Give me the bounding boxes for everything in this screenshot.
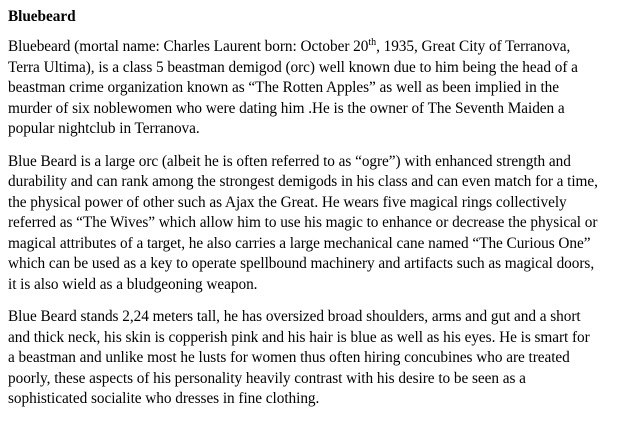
paragraph-2-line-4: referred as “The Wives” which allow him to use his magic to enhance or decrease the physical or [8,214,598,231]
paragraph-2 [8,152,632,296]
paragraph-1-line-5: popular nightclub in Terranova. [8,120,200,137]
paragraph-3-line-4: poorly, these aspects of his personality heavily contrast with his desire to be seen as a [8,369,526,387]
paragraph-2-line-2: durability and can rank among the strongest demigods in his class and can even match for a time, [8,173,598,190]
paragraph-2-line-3: the physical power of other such as Ajax the Great. He wears five magical rings collectively [8,193,567,211]
paragraph-3-line-5: sophisticated socialite who dresses in fine clothing. [8,390,320,407]
paragraph-3-line-1: Blue Beard stands 2,24 meters tall, he has oversized broad shoulders, arms and gut and a short [8,308,581,325]
paragraph-2-line-1: Blue Beard is a large orc (albeit he is often referred to as “ogre”) with enhanced strength and [8,152,571,170]
paragraph-1-line-2: Terra Ultima), is a class 5 beastman demigod (orc) well known due to him being the head of a [8,58,578,76]
paragraph-1-line-3: beastman crime organization known as “The Rotten Apples” as well as been implied in the [8,79,559,96]
paragraph-2-line-5: magical attributes of a target, he also carries a large mechanical cane named “The Curious One” [8,234,591,252]
line-text-after-superscript: , 1935, Great City of Terranova, [376,38,571,55]
paragraph-3-line-2: and thick neck, his skin is copperish pink and his hair is blue as well as his eyes. He is smart for [8,328,590,346]
line-text-before-superscript: Bluebeard (mortal name: Charles Laurent born: October 20 [8,38,369,55]
paragraph-1-line-1 [8,37,632,58]
paragraph-3 [8,307,632,410]
paragraph-2-line-6: which can be used as a key to operate spellbound machinery and artifacts such as magical doors, [8,255,595,272]
ordinal-superscript: th [368,37,377,48]
document-title: Bluebeard [8,8,76,25]
paragraph-1-line-4: murder of six noblewomen who were dating him .He is the owner of The Seventh Maiden a [8,99,565,117]
paragraph-1 [8,37,632,140]
document-body [8,7,632,422]
paragraph-2-line-7: it is also wield as a bludgeoning weapon. [8,275,258,293]
paragraph-3-line-3: a beastman and unlike most he lusts for women thus often hiring concubines who are treated [8,349,570,366]
